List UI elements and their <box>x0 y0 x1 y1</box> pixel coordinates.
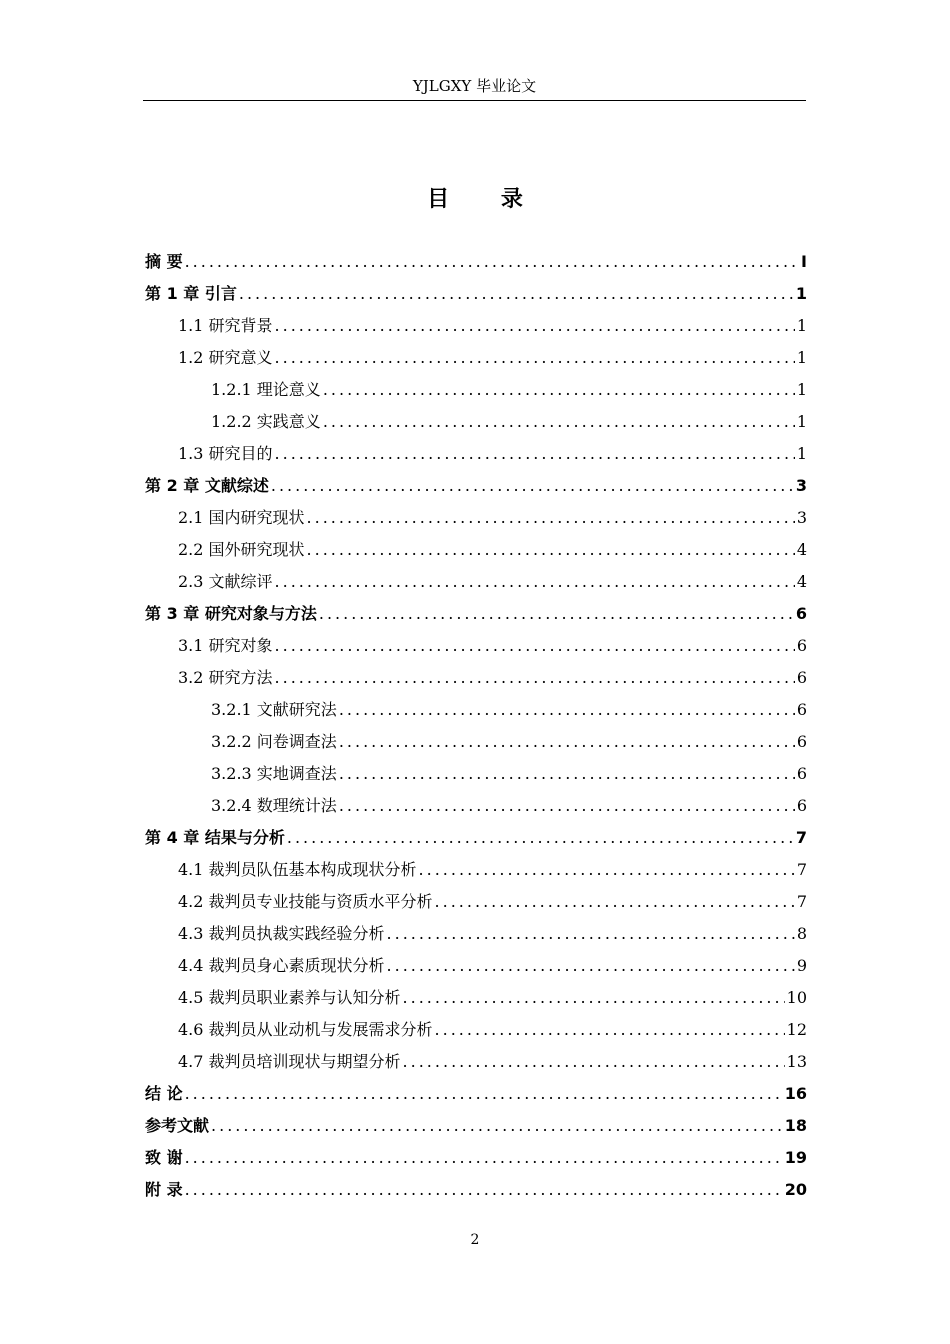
toc-entry-page: 6 <box>795 604 807 623</box>
toc-entry-label: 第 1 章 引言 <box>145 284 237 303</box>
toc-entry-page: 6 <box>796 700 807 719</box>
toc-leader-dots <box>323 374 795 406</box>
toc-entry-label: 3.1 研究对象 <box>178 636 273 655</box>
toc-entry-label: 第 3 章 研究对象与方法 <box>145 604 317 623</box>
toc-entry-label: 附 录 <box>145 1180 183 1199</box>
toc-entry[interactable] <box>145 822 807 854</box>
toc-entry-page: 7 <box>796 892 807 911</box>
toc-leader-dots <box>185 1142 783 1174</box>
toc-entry-label: 1.1 研究背景 <box>178 316 273 335</box>
toc-entry-page: 1 <box>796 412 807 431</box>
toc-leader-dots <box>435 886 795 918</box>
toc-entry-page: 19 <box>784 1148 807 1167</box>
toc-entry-page: 1 <box>796 380 807 399</box>
toc-entry-label: 3.2.4 数理统计法 <box>211 796 337 815</box>
toc-entry-page: 6 <box>796 732 807 751</box>
toc-leader-dots <box>307 534 795 566</box>
toc-entry[interactable] <box>145 246 807 278</box>
header-rule <box>143 100 806 101</box>
toc-entry[interactable] <box>145 726 807 758</box>
toc-leader-dots <box>307 502 795 534</box>
toc-entry[interactable] <box>145 1142 807 1174</box>
toc-entry[interactable] <box>145 534 807 566</box>
toc-entry-page: 13 <box>786 1052 807 1071</box>
toc-entry-page: 16 <box>784 1084 807 1103</box>
toc-entry-page: 18 <box>784 1116 807 1135</box>
toc-entry[interactable] <box>145 406 807 438</box>
toc-entry[interactable] <box>145 502 807 534</box>
toc-entry-page: 6 <box>796 764 807 783</box>
toc-entry[interactable] <box>145 854 807 886</box>
toc-entry[interactable] <box>145 374 807 406</box>
toc-entry-label: 3.2 研究方法 <box>178 668 273 687</box>
toc-leader-dots <box>185 1174 783 1206</box>
toc-entry[interactable] <box>145 694 807 726</box>
toc-leader-dots <box>403 982 785 1014</box>
toc-entry-label: 2.3 文献综评 <box>178 572 273 591</box>
toc-entry[interactable] <box>145 662 807 694</box>
toc-entry-label: 1.2.2 实践意义 <box>211 412 321 431</box>
toc-leader-dots <box>287 822 794 854</box>
toc-entry-page: 9 <box>796 956 807 975</box>
toc-leader-dots <box>419 854 795 886</box>
toc-entry-label: 4.7 裁判员培训现状与期望分析 <box>178 1052 401 1071</box>
toc-entry-page: 1 <box>796 444 807 463</box>
toc-entry-label: 致 谢 <box>145 1148 183 1167</box>
toc-entry[interactable] <box>145 982 807 1014</box>
toc-leader-dots <box>387 950 795 982</box>
toc-entry-page: 4 <box>796 540 807 559</box>
toc-leader-dots <box>387 918 795 950</box>
toc-entry[interactable] <box>145 1046 807 1078</box>
toc-entry-label: 3.2.3 实地调查法 <box>211 764 337 783</box>
toc-leader-dots <box>323 406 795 438</box>
toc-entry-label: 结 论 <box>145 1084 183 1103</box>
toc-entry[interactable] <box>145 470 807 502</box>
toc-entry[interactable] <box>145 566 807 598</box>
toc-entry-label: 3.2.1 文献研究法 <box>211 700 337 719</box>
toc-entry-page: 6 <box>796 636 807 655</box>
toc-entry[interactable] <box>145 918 807 950</box>
toc-entry-label: 2.1 国内研究现状 <box>178 508 305 527</box>
toc-entry-label: 第 4 章 结果与分析 <box>145 828 285 847</box>
toc-entry[interactable] <box>145 278 807 310</box>
toc-entry-page: 10 <box>786 988 807 1007</box>
toc-entry-page: 1 <box>796 348 807 367</box>
toc-leader-dots <box>185 246 799 278</box>
toc-entry[interactable] <box>145 1078 807 1110</box>
toc-entry-page: 1 <box>796 316 807 335</box>
toc-entry-label: 2.2 国外研究现状 <box>178 540 305 559</box>
toc-entry[interactable] <box>145 758 807 790</box>
table-of-contents <box>145 246 807 1206</box>
toc-leader-dots <box>339 694 795 726</box>
toc-leader-dots <box>239 278 794 310</box>
toc-leader-dots <box>211 1110 783 1142</box>
page-number: 2 <box>470 1232 480 1248</box>
toc-entry[interactable] <box>145 598 807 630</box>
toc-entry-page: 6 <box>796 796 807 815</box>
toc-entry-page: 20 <box>784 1180 807 1199</box>
toc-entry[interactable] <box>145 630 807 662</box>
toc-entry[interactable] <box>145 950 807 982</box>
toc-entry[interactable] <box>145 1014 807 1046</box>
toc-entry-page: I <box>801 252 807 271</box>
toc-leader-dots <box>403 1046 785 1078</box>
toc-entry-label: 4.4 裁判员身心素质现状分析 <box>178 956 385 975</box>
toc-leader-dots <box>339 790 795 822</box>
toc-entry[interactable] <box>145 1110 807 1142</box>
toc-entry-label: 4.3 裁判员执裁实践经验分析 <box>178 924 385 943</box>
toc-entry-label: 1.3 研究目的 <box>178 444 273 463</box>
toc-entry-page: 8 <box>796 924 807 943</box>
toc-leader-dots <box>275 630 795 662</box>
toc-entry-label: 参考文献 <box>145 1116 210 1135</box>
toc-leader-dots <box>275 342 795 374</box>
toc-leader-dots <box>185 1078 783 1110</box>
toc-title: 目 录 <box>427 187 545 212</box>
toc-leader-dots <box>339 758 795 790</box>
toc-entry-page: 3 <box>795 476 807 495</box>
toc-entry[interactable] <box>145 790 807 822</box>
toc-entry-page: 4 <box>796 572 807 591</box>
toc-entry-page: 3 <box>796 508 807 527</box>
toc-entry-label: 1.2 研究意义 <box>178 348 273 367</box>
toc-entry-label: 4.6 裁判员从业动机与发展需求分析 <box>178 1020 433 1039</box>
toc-entry[interactable] <box>145 310 807 342</box>
toc-leader-dots <box>275 310 795 342</box>
toc-leader-dots <box>271 470 794 502</box>
toc-entry-page: 7 <box>795 828 807 847</box>
toc-leader-dots <box>275 662 795 694</box>
toc-leader-dots <box>275 438 795 470</box>
toc-entry[interactable] <box>145 342 807 374</box>
toc-entry-label: 4.2 裁判员专业技能与资质水平分析 <box>178 892 433 911</box>
toc-entry-page: 1 <box>795 284 807 303</box>
toc-entry-page: 12 <box>786 1020 807 1039</box>
toc-leader-dots <box>275 566 795 598</box>
toc-entry[interactable] <box>145 1174 807 1206</box>
toc-leader-dots <box>319 598 794 630</box>
toc-leader-dots <box>435 1014 785 1046</box>
toc-entry-page: 7 <box>796 860 807 879</box>
toc-entry-label: 3.2.2 问卷调查法 <box>211 732 337 751</box>
toc-entry-label: 第 2 章 文献综述 <box>145 476 269 495</box>
toc-entry-label: 1.2.1 理论意义 <box>211 380 321 399</box>
toc-entry-page: 6 <box>796 668 807 687</box>
toc-entry[interactable] <box>145 886 807 918</box>
toc-leader-dots <box>339 726 795 758</box>
toc-entry-label: 摘 要 <box>145 252 183 271</box>
toc-entry-label: 4.1 裁判员队伍基本构成现状分析 <box>178 860 417 879</box>
toc-entry[interactable] <box>145 438 807 470</box>
toc-entry-label: 4.5 裁判员职业素养与认知分析 <box>178 988 401 1007</box>
running-header: YJLGXY 毕业论文 <box>412 77 537 95</box>
